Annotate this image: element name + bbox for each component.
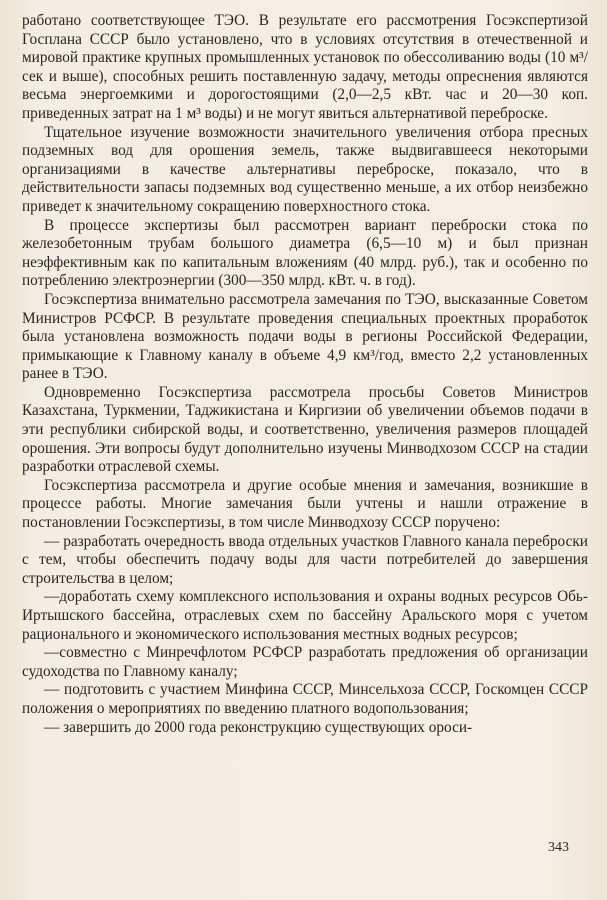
list-item-navigation: —совместно с Минречфлотом РСФСР разработать предложения об организации судоходства по Главному каналу; [22,644,588,680]
list-item-paid-water-use: — подготовить с участием Минфина СССР, Минсельхоза СССР, Госкомцен СССР положения о мероприятиях по введению платного водопользования; [22,681,588,717]
body-text [22,12,588,737]
paragraph-republics-requests: Одновременно Госэкспертиза рассмотрела просьбы Советов Министров Казахстана, Туркмении, Таджикистана и Киргизии об увеличении объемов подачи в эти республики сибирской воды, и соответственно, увеличения размеров площадей орошения. Эти вопросы будут дополнительно изучены Минводхозом СССР на стадии разработки отраслевой схемы. [22,383,588,476]
list-item-basin-scheme: —доработать схему комплексного использования и охраны водных ресурсов Обь-Иртышского бассейна, отраслевых схем по бассейну Аральского моря с учетом рационального и экономического использования местных водных ресурсов; [22,588,588,643]
paragraph-groundwater: Тщательное изучение возможности значительного увеличения отбора пресных подземных вод для орошения земель, также выдвигавшееся некоторыми организациями в качестве альтернативы переброске, показало, что в действительности запасы подземных вод существенно меньше, а их отбор неизбежно приведет к значительному сокращению поверхностного стока. [22,123,588,215]
page-number: 343 [548,840,569,855]
list-item-reconstruction: — завершить до 2000 года реконструкцию существующих ороси- [44,718,473,736]
paragraph-pipelines: В процессе экспертизы был рассмотрен вариант переброски стока по железобетонным трубам большого диаметра (6,5—10 м) и был признан неэффективным как по капитальным вложениям (40 млрд. руб.), так и особенно по потреблению электроэнергии (300—350 млрд. кВт. ч. в год). [22,216,588,290]
paragraph-other-opinions: Госэкспертиза рассмотрела и другие особые мнения и замечания, возникшие в процессе работы. Многие замечания были учтены и нашли отражение в постановлении Госэкспертизы, в том числе Минводхозу СССР поручено: [22,476,588,532]
paragraph-desalination: работано соответствующее ТЭО. В результате его рассмотрения Госэкспертизой Госплана СССР было установлено, что в условиях отсутствия в отечественной и мировой практике крупных промышленных установок по обессоливанию воды (10 м³/сек и выше), способных решить поставленную задачу, методы опреснения являются весьма энергоемкими и дорогостоящими (2,0—2,5 кВт. час и 20—30 коп. приведенных затрат на 1 м³ воды) и не могут явиться альтернативой переброске. [22,12,588,122]
list-item-sequence: — разработать очередность ввода отдельных участков Главного канала переброски с тем, чтобы обеспечить подачу воды для части потребителей до завершения строительства в целом; [22,532,588,587]
paragraph-rsfsr-remarks: Госэкспертиза внимательно рассмотрела замечания по ТЭО, высказанные Советом Министров РСФСР. В результате проведения специальных проектных проработок была установлена возможность подачи воды в регионы Российской Федерации, примыкающие к Главному каналу в объеме 4,9 км³/год, вместо 2,2 установленных ранее в ТЭО. [22,290,588,383]
